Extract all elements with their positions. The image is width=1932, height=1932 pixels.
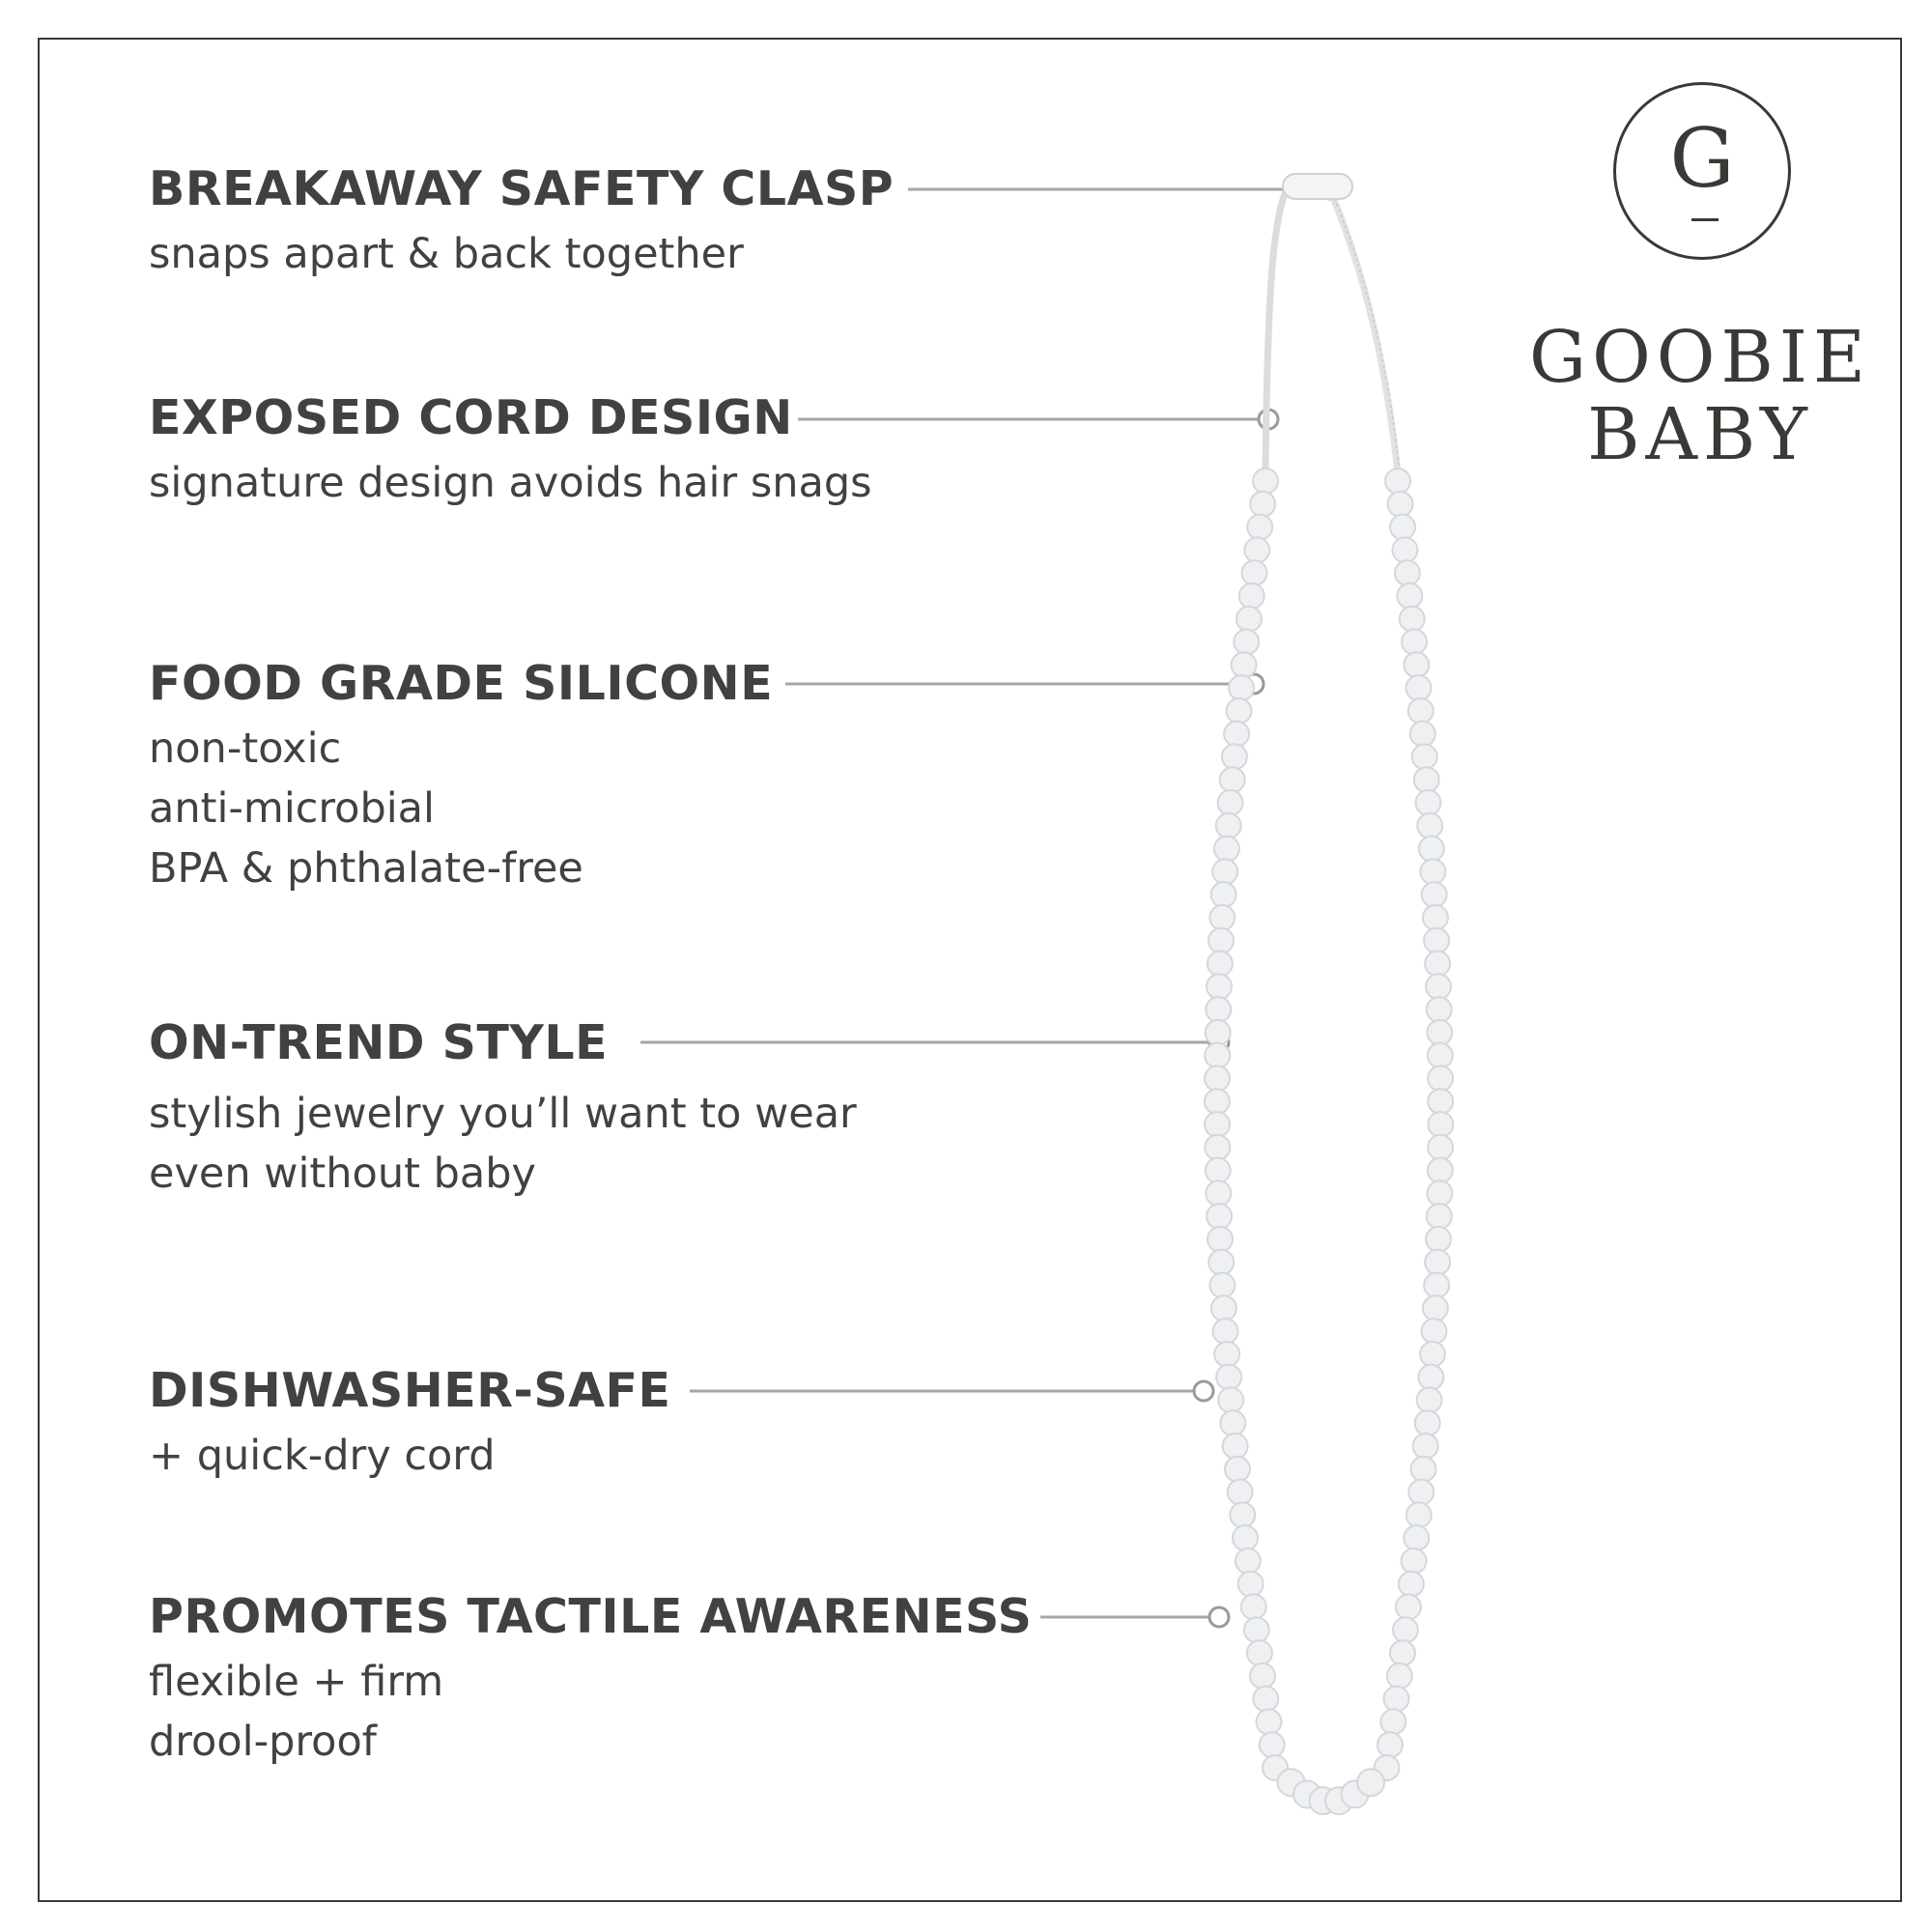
feature-on-trend-style xyxy=(149,1016,857,1204)
bead xyxy=(1406,1502,1432,1527)
brand-name-line1: GOOBIE xyxy=(1528,316,1872,399)
feature-description: even without baby xyxy=(149,1150,536,1198)
bead xyxy=(1205,1089,1230,1114)
bead xyxy=(1216,813,1241,838)
bead xyxy=(1239,583,1264,609)
bead xyxy=(1212,859,1237,884)
bead xyxy=(1211,1295,1236,1321)
bead xyxy=(1236,607,1262,632)
bead xyxy=(1211,882,1236,907)
bead xyxy=(1411,1457,1436,1482)
bead xyxy=(1384,1687,1409,1712)
bead xyxy=(1427,997,1452,1022)
bead-strand xyxy=(1205,469,1453,1814)
bead xyxy=(1388,492,1413,517)
bead xyxy=(1426,974,1451,999)
bead xyxy=(1206,1180,1231,1206)
bead xyxy=(1378,1732,1403,1757)
feature-tactile-awareness xyxy=(149,1590,1032,1772)
bead xyxy=(1397,583,1422,609)
bead xyxy=(1402,1548,1427,1574)
bead xyxy=(1260,1732,1285,1757)
bead xyxy=(1412,744,1437,769)
bead xyxy=(1406,675,1432,700)
bead xyxy=(1408,1480,1434,1505)
bead xyxy=(1387,1663,1412,1689)
bead xyxy=(1425,952,1450,977)
feature-food-grade-silicone xyxy=(149,657,773,898)
brand-name-line2: BABY xyxy=(1587,393,1813,476)
bead xyxy=(1225,1457,1250,1482)
bead xyxy=(1415,1410,1440,1435)
bead xyxy=(1392,537,1417,562)
feature-title: PROMOTES TACTILE AWARENESS xyxy=(149,1589,1033,1644)
cord-right xyxy=(1328,185,1398,473)
bead xyxy=(1213,1319,1238,1344)
bead xyxy=(1399,1572,1424,1597)
bead xyxy=(1422,1319,1447,1344)
bead xyxy=(1206,1158,1231,1183)
bead xyxy=(1247,515,1272,540)
bead xyxy=(1218,1387,1243,1412)
bead xyxy=(1422,882,1447,907)
bead xyxy=(1428,1158,1453,1183)
feature-description: drool-proof xyxy=(149,1718,377,1766)
bead xyxy=(1427,1204,1452,1229)
bead xyxy=(1419,837,1444,862)
feature-title: ON-TREND STYLE xyxy=(149,1015,609,1070)
bead xyxy=(1242,560,1267,585)
bead xyxy=(1390,1640,1415,1665)
feature-description: stylish jewelry you’ll want to wear xyxy=(149,1090,857,1138)
feature-description: flexible + firm xyxy=(149,1658,444,1706)
cord-left xyxy=(1265,185,1289,473)
bead xyxy=(1206,997,1231,1022)
bead xyxy=(1420,859,1445,884)
bead xyxy=(1396,1595,1421,1620)
bead xyxy=(1205,1135,1230,1160)
bead xyxy=(1427,1020,1452,1045)
bead xyxy=(1395,560,1420,585)
bead xyxy=(1250,492,1275,517)
bead xyxy=(1216,1365,1241,1390)
bead xyxy=(1428,1135,1453,1160)
bead xyxy=(1385,469,1410,494)
bead xyxy=(1424,1273,1449,1298)
bead xyxy=(1404,652,1429,677)
bead xyxy=(1423,905,1448,930)
bead xyxy=(1238,1572,1264,1597)
bead xyxy=(1222,744,1247,769)
logo-letter: G xyxy=(1669,111,1735,206)
bead xyxy=(1220,1410,1245,1435)
bead xyxy=(1428,1112,1453,1137)
feature-title: DISHWASHER-SAFE xyxy=(149,1363,671,1418)
callout-dot xyxy=(1194,1381,1213,1401)
bead xyxy=(1257,1709,1282,1734)
feature-breakaway-clasp xyxy=(149,162,894,284)
brand-logo-icon xyxy=(1613,82,1791,260)
bead xyxy=(1205,1112,1230,1137)
callout-dot xyxy=(1209,1607,1229,1627)
bead xyxy=(1428,1065,1453,1091)
bead xyxy=(1229,675,1254,700)
clasp xyxy=(1283,174,1352,199)
bead xyxy=(1207,974,1232,999)
bead xyxy=(1232,652,1257,677)
feature-title: BREAKAWAY SAFETY CLASP xyxy=(149,161,895,216)
bead xyxy=(1413,1434,1438,1459)
bead xyxy=(1224,722,1249,747)
bead xyxy=(1223,1434,1248,1459)
bead xyxy=(1428,1043,1453,1068)
bead xyxy=(1220,767,1245,792)
bead xyxy=(1247,1640,1272,1665)
feature-title: FOOD GRADE SILICONE xyxy=(149,656,774,711)
bead xyxy=(1234,630,1259,655)
bead xyxy=(1209,1273,1235,1298)
bead xyxy=(1402,630,1427,655)
bead xyxy=(1417,1387,1442,1412)
bead xyxy=(1227,698,1252,724)
bead xyxy=(1208,1227,1233,1252)
bead xyxy=(1426,1227,1451,1252)
bead xyxy=(1390,515,1415,540)
feature-description: snaps apart & back together xyxy=(149,230,744,278)
bead xyxy=(1205,1043,1230,1068)
bead xyxy=(1230,1502,1255,1527)
bead xyxy=(1380,1709,1406,1734)
bead xyxy=(1425,1250,1450,1275)
bead xyxy=(1208,1250,1234,1275)
bead xyxy=(1253,469,1278,494)
bead xyxy=(1404,1525,1429,1550)
bead xyxy=(1244,537,1269,562)
bead xyxy=(1428,1089,1453,1114)
feature-title: EXPOSED CORD DESIGN xyxy=(149,390,793,445)
bead xyxy=(1208,952,1233,977)
feature-description: non-toxic xyxy=(149,724,342,773)
bead xyxy=(1400,607,1425,632)
bead xyxy=(1205,1065,1230,1091)
bead xyxy=(1414,767,1439,792)
bead xyxy=(1214,1342,1239,1367)
bead xyxy=(1424,928,1449,953)
bead xyxy=(1207,1204,1232,1229)
bead xyxy=(1214,837,1239,862)
bead xyxy=(1423,1295,1448,1321)
feature-description: signature design avoids hair snags xyxy=(149,459,872,507)
bead xyxy=(1417,813,1442,838)
feature-description: anti-microbial xyxy=(149,784,435,833)
bead xyxy=(1408,698,1434,724)
bead xyxy=(1357,1769,1384,1796)
logo-underline xyxy=(1691,218,1719,221)
bead xyxy=(1206,1020,1231,1045)
bead xyxy=(1250,1663,1275,1689)
bead xyxy=(1253,1687,1278,1712)
bead xyxy=(1228,1480,1253,1505)
bead xyxy=(1218,790,1243,815)
feature-dishwasher-safe xyxy=(149,1364,670,1486)
feature-exposed-cord xyxy=(149,391,872,513)
bead xyxy=(1427,1180,1452,1206)
feature-description: + quick-dry cord xyxy=(149,1432,496,1480)
bead xyxy=(1416,790,1441,815)
bead xyxy=(1236,1548,1261,1574)
feature-description: BPA & phthalate-free xyxy=(149,844,583,893)
bead xyxy=(1420,1342,1445,1367)
bead xyxy=(1209,905,1235,930)
bead xyxy=(1244,1617,1269,1642)
bead xyxy=(1410,722,1435,747)
bead xyxy=(1393,1617,1418,1642)
bead xyxy=(1208,928,1234,953)
necklace-image xyxy=(1265,174,1400,473)
bead xyxy=(1241,1595,1266,1620)
bead xyxy=(1233,1525,1258,1550)
bead xyxy=(1418,1365,1443,1390)
